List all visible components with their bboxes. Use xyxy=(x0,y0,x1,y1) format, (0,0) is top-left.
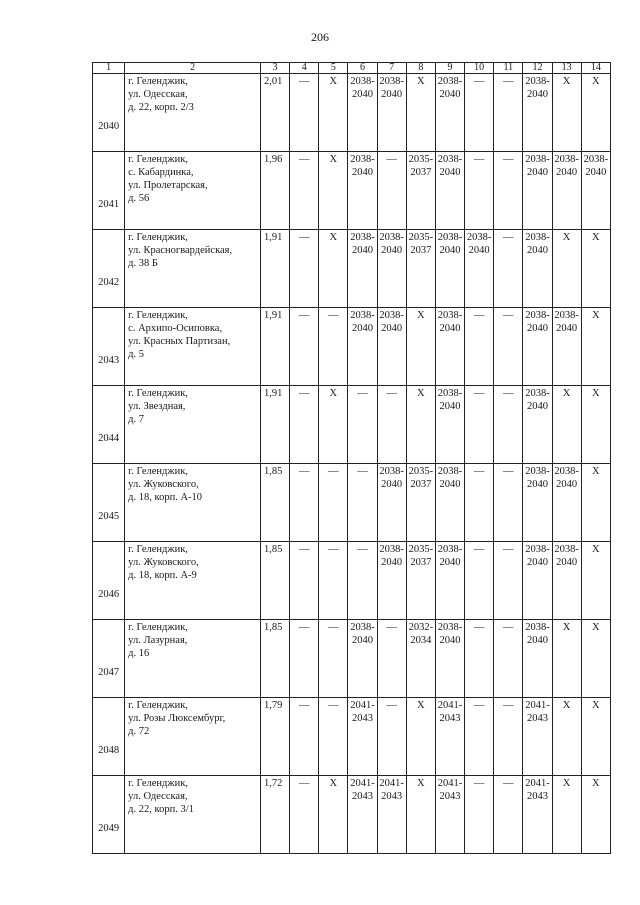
table-row xyxy=(93,308,611,386)
area-value: 1,91 xyxy=(260,386,289,464)
area-value: 1,96 xyxy=(260,152,289,230)
schedule-cell-c11: — xyxy=(494,464,523,542)
schedule-cell-c10: — xyxy=(465,776,494,854)
schedule-cell-c4: — xyxy=(290,698,319,776)
column-header: 11 xyxy=(494,63,523,74)
schedule-cell-c7: 2038- 2040 xyxy=(377,74,406,152)
schedule-cell-c13: Х xyxy=(552,698,581,776)
schedule-cell-c8: 2032- 2034 xyxy=(406,620,435,698)
address-line: ул. Красных Партизан, xyxy=(128,336,231,347)
schedule-cell-c8: Х xyxy=(406,308,435,386)
schedule-cell-c12: 2038- 2040 xyxy=(523,464,552,542)
schedule-cell-c7: 2038- 2040 xyxy=(377,230,406,308)
schedule-cell-c13: 2038- 2040 xyxy=(552,308,581,386)
table-row xyxy=(93,386,611,464)
schedule-cell-c10: — xyxy=(465,152,494,230)
schedule-cell-c4: — xyxy=(290,386,319,464)
schedule-cell-c8: 2035- 2037 xyxy=(406,464,435,542)
area-value: 1,79 xyxy=(260,698,289,776)
schedule-cell-c10: — xyxy=(465,308,494,386)
address-cell xyxy=(125,542,261,620)
schedule-cell-c12: 2038- 2040 xyxy=(523,620,552,698)
schedule-cell-c8: Х xyxy=(406,74,435,152)
schedule-cell-c13: 2038- 2040 xyxy=(552,542,581,620)
address-line: д. 18, корп. А-9 xyxy=(128,570,197,581)
schedule-cell-c12: 2038- 2040 xyxy=(523,74,552,152)
schedule-cell-c9: 2038- 2040 xyxy=(435,542,464,620)
schedule-cell-c14: Х xyxy=(581,230,610,308)
schedule-cell-c5: Х xyxy=(319,152,348,230)
row-number: 2046 xyxy=(93,542,125,620)
schedule-cell-c6: 2038- 2040 xyxy=(348,308,377,386)
schedule-cell-c14: Х xyxy=(581,464,610,542)
row-number: 2045 xyxy=(93,464,125,542)
schedule-cell-c9: 2041- 2043 xyxy=(435,776,464,854)
schedule-cell-c12: 2038- 2040 xyxy=(523,386,552,464)
column-header: 2 xyxy=(125,63,261,74)
schedule-cell-c8: Х xyxy=(406,386,435,464)
schedule-cell-c7: — xyxy=(377,152,406,230)
area-value: 1,85 xyxy=(260,464,289,542)
address-line: с. Архипо-Осиповка, xyxy=(128,323,223,334)
schedule-cell-c8: 2035- 2037 xyxy=(406,230,435,308)
schedule-cell-c14: Х xyxy=(581,542,610,620)
row-number: 2040 xyxy=(93,74,125,152)
address-line: д. 5 xyxy=(128,349,145,360)
schedule-cell-c10: — xyxy=(465,464,494,542)
schedule-cell-c9: 2038- 2040 xyxy=(435,620,464,698)
schedule-cell-c9: 2038- 2040 xyxy=(435,74,464,152)
schedule-cell-c7: 2041- 2043 xyxy=(377,776,406,854)
schedule-cell-c9: 2038- 2040 xyxy=(435,152,464,230)
column-header: 8 xyxy=(406,63,435,74)
row-number: 2041 xyxy=(93,152,125,230)
schedule-cell-c10: — xyxy=(465,386,494,464)
table-row xyxy=(93,230,611,308)
schedule-cell-c12: 2038- 2040 xyxy=(523,230,552,308)
schedule-cell-c9: 2038- 2040 xyxy=(435,386,464,464)
address-line: д. 18, корп. А-10 xyxy=(128,492,203,503)
schedule-cell-c6: 2038- 2040 xyxy=(348,74,377,152)
schedule-cell-c10: — xyxy=(465,698,494,776)
address-cell xyxy=(125,620,261,698)
table-row xyxy=(93,698,611,776)
address-line: г. Геленджик, xyxy=(128,778,188,789)
schedule-cell-c5: Х xyxy=(319,386,348,464)
schedule-cell-c13: Х xyxy=(552,620,581,698)
schedule-cell-c5: — xyxy=(319,464,348,542)
address-line: с. Кабардинка, xyxy=(128,167,194,178)
address-line: г. Геленджик, xyxy=(128,310,188,321)
schedule-cell-c14: Х xyxy=(581,74,610,152)
schedule-cell-c6: 2038- 2040 xyxy=(348,152,377,230)
schedule-cell-c12: 2041- 2043 xyxy=(523,698,552,776)
address-line: ул. Жуковского, xyxy=(128,479,199,490)
schedule-cell-c11: — xyxy=(494,620,523,698)
column-header: 6 xyxy=(348,63,377,74)
schedule-cell-c4: — xyxy=(290,74,319,152)
address-line: ул. Звездная, xyxy=(128,401,186,412)
address-line: г. Геленджик, xyxy=(128,466,188,477)
schedule-cell-c6: 2038- 2040 xyxy=(348,230,377,308)
schedule-cell-c7: 2038- 2040 xyxy=(377,542,406,620)
address-cell xyxy=(125,230,261,308)
schedule-cell-c11: — xyxy=(494,308,523,386)
schedule-cell-c14: 2038- 2040 xyxy=(581,152,610,230)
column-header: 13 xyxy=(552,63,581,74)
schedule-cell-c11: — xyxy=(494,698,523,776)
schedule-cell-c4: — xyxy=(290,776,319,854)
address-line: г. Геленджик, xyxy=(128,544,188,555)
address-cell xyxy=(125,74,261,152)
schedule-cell-c13: Х xyxy=(552,386,581,464)
schedule-cell-c7: — xyxy=(377,386,406,464)
schedule-cell-c6: — xyxy=(348,464,377,542)
column-header: 14 xyxy=(581,63,610,74)
page-number: 206 xyxy=(311,30,329,44)
address-line: ул. Пролетарская, xyxy=(128,180,208,191)
schedule-cell-c10: 2038- 2040 xyxy=(465,230,494,308)
schedule-cell-c9: 2038- 2040 xyxy=(435,464,464,542)
address-cell xyxy=(125,308,261,386)
address-line: ул. Одесская, xyxy=(128,89,188,100)
address-line: д. 16 xyxy=(128,648,150,659)
schedule-cell-c13: Х xyxy=(552,74,581,152)
schedule-cell-c14: Х xyxy=(581,620,610,698)
schedule-cell-c4: — xyxy=(290,620,319,698)
schedule-cell-c5: Х xyxy=(319,74,348,152)
schedule-cell-c10: — xyxy=(465,620,494,698)
schedule-cell-c11: — xyxy=(494,542,523,620)
address-line: г. Геленджик, xyxy=(128,154,188,165)
address-line: ул. Лазурная, xyxy=(128,635,188,646)
address-line: г. Геленджик, xyxy=(128,622,188,633)
schedule-cell-c7: 2038- 2040 xyxy=(377,464,406,542)
schedule-cell-c10: — xyxy=(465,74,494,152)
row-number: 2047 xyxy=(93,620,125,698)
address-line: д. 7 xyxy=(128,414,145,425)
schedule-cell-c13: 2038- 2040 xyxy=(552,464,581,542)
schedule-cell-c11: — xyxy=(494,230,523,308)
column-number-row xyxy=(93,63,611,74)
schedule-cell-c7: — xyxy=(377,620,406,698)
schedule-cell-c11: — xyxy=(494,386,523,464)
schedule-cell-c12: 2041- 2043 xyxy=(523,776,552,854)
address-line: г. Геленджик, xyxy=(128,232,188,243)
table-row xyxy=(93,152,611,230)
schedule-cell-c14: Х xyxy=(581,308,610,386)
schedule-cell-c5: — xyxy=(319,620,348,698)
schedule-cell-c5: — xyxy=(319,698,348,776)
address-cell xyxy=(125,386,261,464)
area-value: 1,91 xyxy=(260,308,289,386)
column-header: 10 xyxy=(465,63,494,74)
schedule-cell-c8: Х xyxy=(406,698,435,776)
table-row xyxy=(93,74,611,152)
schedule-cell-c4: — xyxy=(290,152,319,230)
address-line: ул. Розы Люксембург, xyxy=(128,713,226,724)
address-cell xyxy=(125,464,261,542)
address-line: ул. Жуковского, xyxy=(128,557,199,568)
table-row xyxy=(93,620,611,698)
area-value: 2,01 xyxy=(260,74,289,152)
schedule-cell-c6: 2038- 2040 xyxy=(348,620,377,698)
address-line: г. Геленджик, xyxy=(128,700,188,711)
schedule-cell-c8: 2035- 2037 xyxy=(406,542,435,620)
schedule-cell-c6: — xyxy=(348,542,377,620)
schedule-cell-c6: 2041- 2043 xyxy=(348,698,377,776)
schedule-cell-c9: 2038- 2040 xyxy=(435,308,464,386)
schedule-cell-c6: — xyxy=(348,386,377,464)
column-header: 4 xyxy=(290,63,319,74)
schedule-cell-c4: — xyxy=(290,542,319,620)
address-line: д. 56 xyxy=(128,193,150,204)
table-row xyxy=(93,776,611,854)
schedule-cell-c13: Х xyxy=(552,776,581,854)
housing-register-table xyxy=(92,62,611,854)
address-cell xyxy=(125,698,261,776)
schedule-cell-c14: Х xyxy=(581,776,610,854)
table-row xyxy=(93,542,611,620)
schedule-cell-c5: — xyxy=(319,308,348,386)
area-value: 1,85 xyxy=(260,620,289,698)
address-line: г. Геленджик, xyxy=(128,76,188,87)
schedule-cell-c7: — xyxy=(377,698,406,776)
schedule-cell-c5: Х xyxy=(319,776,348,854)
row-number: 2042 xyxy=(93,230,125,308)
schedule-cell-c5: Х xyxy=(319,230,348,308)
row-number: 2048 xyxy=(93,698,125,776)
address-line: д. 38 Б xyxy=(128,258,158,269)
schedule-cell-c14: Х xyxy=(581,698,610,776)
schedule-cell-c5: — xyxy=(319,542,348,620)
column-header: 1 xyxy=(93,63,125,74)
table-body xyxy=(93,74,611,854)
column-header: 5 xyxy=(319,63,348,74)
schedule-cell-c4: — xyxy=(290,464,319,542)
address-line: ул. Красногвардейская, xyxy=(128,245,233,256)
schedule-cell-c6: 2041- 2043 xyxy=(348,776,377,854)
schedule-cell-c9: 2038- 2040 xyxy=(435,230,464,308)
row-number: 2049 xyxy=(93,776,125,854)
row-number: 2044 xyxy=(93,386,125,464)
schedule-cell-c14: Х xyxy=(581,386,610,464)
schedule-cell-c11: — xyxy=(494,152,523,230)
column-header: 12 xyxy=(523,63,552,74)
schedule-cell-c9: 2041- 2043 xyxy=(435,698,464,776)
column-header: 7 xyxy=(377,63,406,74)
address-cell xyxy=(125,776,261,854)
area-value: 1,91 xyxy=(260,230,289,308)
schedule-cell-c7: 2038- 2040 xyxy=(377,308,406,386)
schedule-cell-c12: 2038- 2040 xyxy=(523,542,552,620)
schedule-cell-c12: 2038- 2040 xyxy=(523,308,552,386)
column-header: 3 xyxy=(260,63,289,74)
schedule-cell-c4: — xyxy=(290,230,319,308)
schedule-cell-c8: Х xyxy=(406,776,435,854)
table-row xyxy=(93,464,611,542)
schedule-cell-c10: — xyxy=(465,542,494,620)
schedule-cell-c11: — xyxy=(494,776,523,854)
address-line: д. 72 xyxy=(128,726,150,737)
column-header: 9 xyxy=(435,63,464,74)
row-number: 2043 xyxy=(93,308,125,386)
address-line: г. Геленджик, xyxy=(128,388,188,399)
area-value: 1,72 xyxy=(260,776,289,854)
address-line: д. 22, корп. 2/3 xyxy=(128,102,194,113)
schedule-cell-c8: 2035- 2037 xyxy=(406,152,435,230)
schedule-cell-c12: 2038- 2040 xyxy=(523,152,552,230)
schedule-cell-c13: Х xyxy=(552,230,581,308)
address-line: д. 22, корп. 3/1 xyxy=(128,804,194,815)
address-line: ул. Одесская, xyxy=(128,791,188,802)
area-value: 1,85 xyxy=(260,542,289,620)
schedule-cell-c4: — xyxy=(290,308,319,386)
schedule-cell-c11: — xyxy=(494,74,523,152)
address-cell xyxy=(125,152,261,230)
schedule-cell-c13: 2038- 2040 xyxy=(552,152,581,230)
